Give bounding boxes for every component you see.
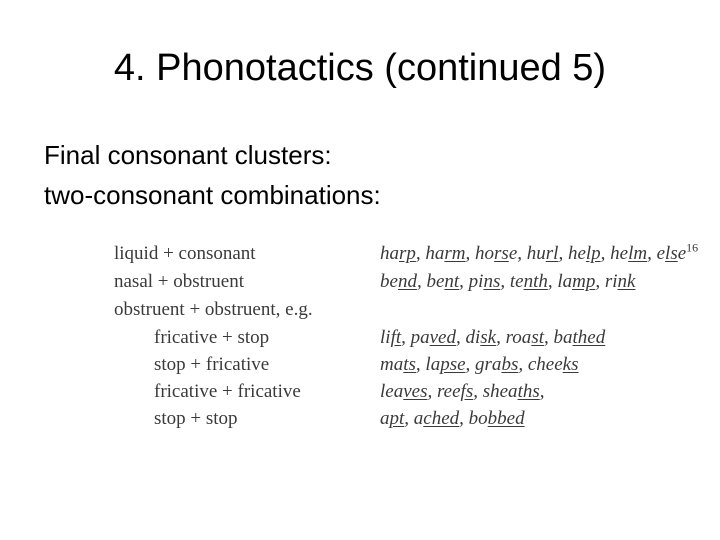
body-line-final-clusters: Final consonant clusters: <box>44 140 332 170</box>
example-word: leaves <box>380 381 428 402</box>
slide-title: 4. Phonotactics (continued 5) <box>113 47 607 89</box>
footnote-marker: 16 <box>686 240 699 255</box>
cluster-examples: bend, bent, pins, tenth, lamp, rink <box>380 271 636 292</box>
example-word: paved <box>410 327 456 348</box>
example-word: disk <box>465 327 497 348</box>
cluster-category: nasal + obstruent <box>114 271 244 292</box>
cluster-examples: lift, paved, disk, roast, bathed <box>380 327 606 348</box>
cluster-category: fricative + stop <box>154 327 270 348</box>
cluster-category: liquid + consonant <box>114 243 256 264</box>
cluster-examples: mats, lapse, grabs, cheeks <box>380 354 579 375</box>
example-word: lamp <box>557 271 596 292</box>
cluster-category: fricative + fricative <box>154 381 301 402</box>
body-line-two-consonant: two-consonant combinations: <box>44 180 381 210</box>
example-word: harm <box>425 243 466 264</box>
example-word: roast <box>505 327 544 348</box>
cluster-examples: apt, ached, bobbed <box>380 408 525 429</box>
example-word: bobbed <box>468 408 525 429</box>
cluster-category: obstruent + obstruent, e.g. <box>114 299 313 320</box>
example-word: mats <box>380 354 416 375</box>
example-word: harp <box>380 243 416 264</box>
example-word: hurl <box>526 243 559 264</box>
example-word: bathed <box>553 327 606 348</box>
example-word: else <box>656 243 687 264</box>
example-word: rink <box>604 271 636 292</box>
cluster-examples: leaves, reefs, sheaths, <box>380 381 545 402</box>
example-word: apt <box>380 408 405 429</box>
example-word: help <box>567 243 601 264</box>
example-word: tenth <box>509 271 548 292</box>
example-word: bent <box>426 271 460 292</box>
cluster-category: stop + stop <box>154 408 238 429</box>
example-word: lift <box>380 327 402 348</box>
cluster-examples: harp, harm, horse, hurl, help, helm, else$^{16}$ <box>380 240 699 264</box>
cluster-category: stop + fricative <box>154 354 270 375</box>
example-word: reefs <box>436 381 474 402</box>
example-word: helm <box>610 243 648 264</box>
example-word: horse <box>475 243 518 264</box>
example-word: pins <box>468 271 501 292</box>
example-word: cheeks <box>527 354 579 375</box>
example-word: ached <box>413 408 460 429</box>
example-word: grabs <box>475 354 519 375</box>
example-word: bend <box>380 271 417 292</box>
example-word: sheaths <box>482 381 540 402</box>
example-word: lapse <box>425 354 466 375</box>
